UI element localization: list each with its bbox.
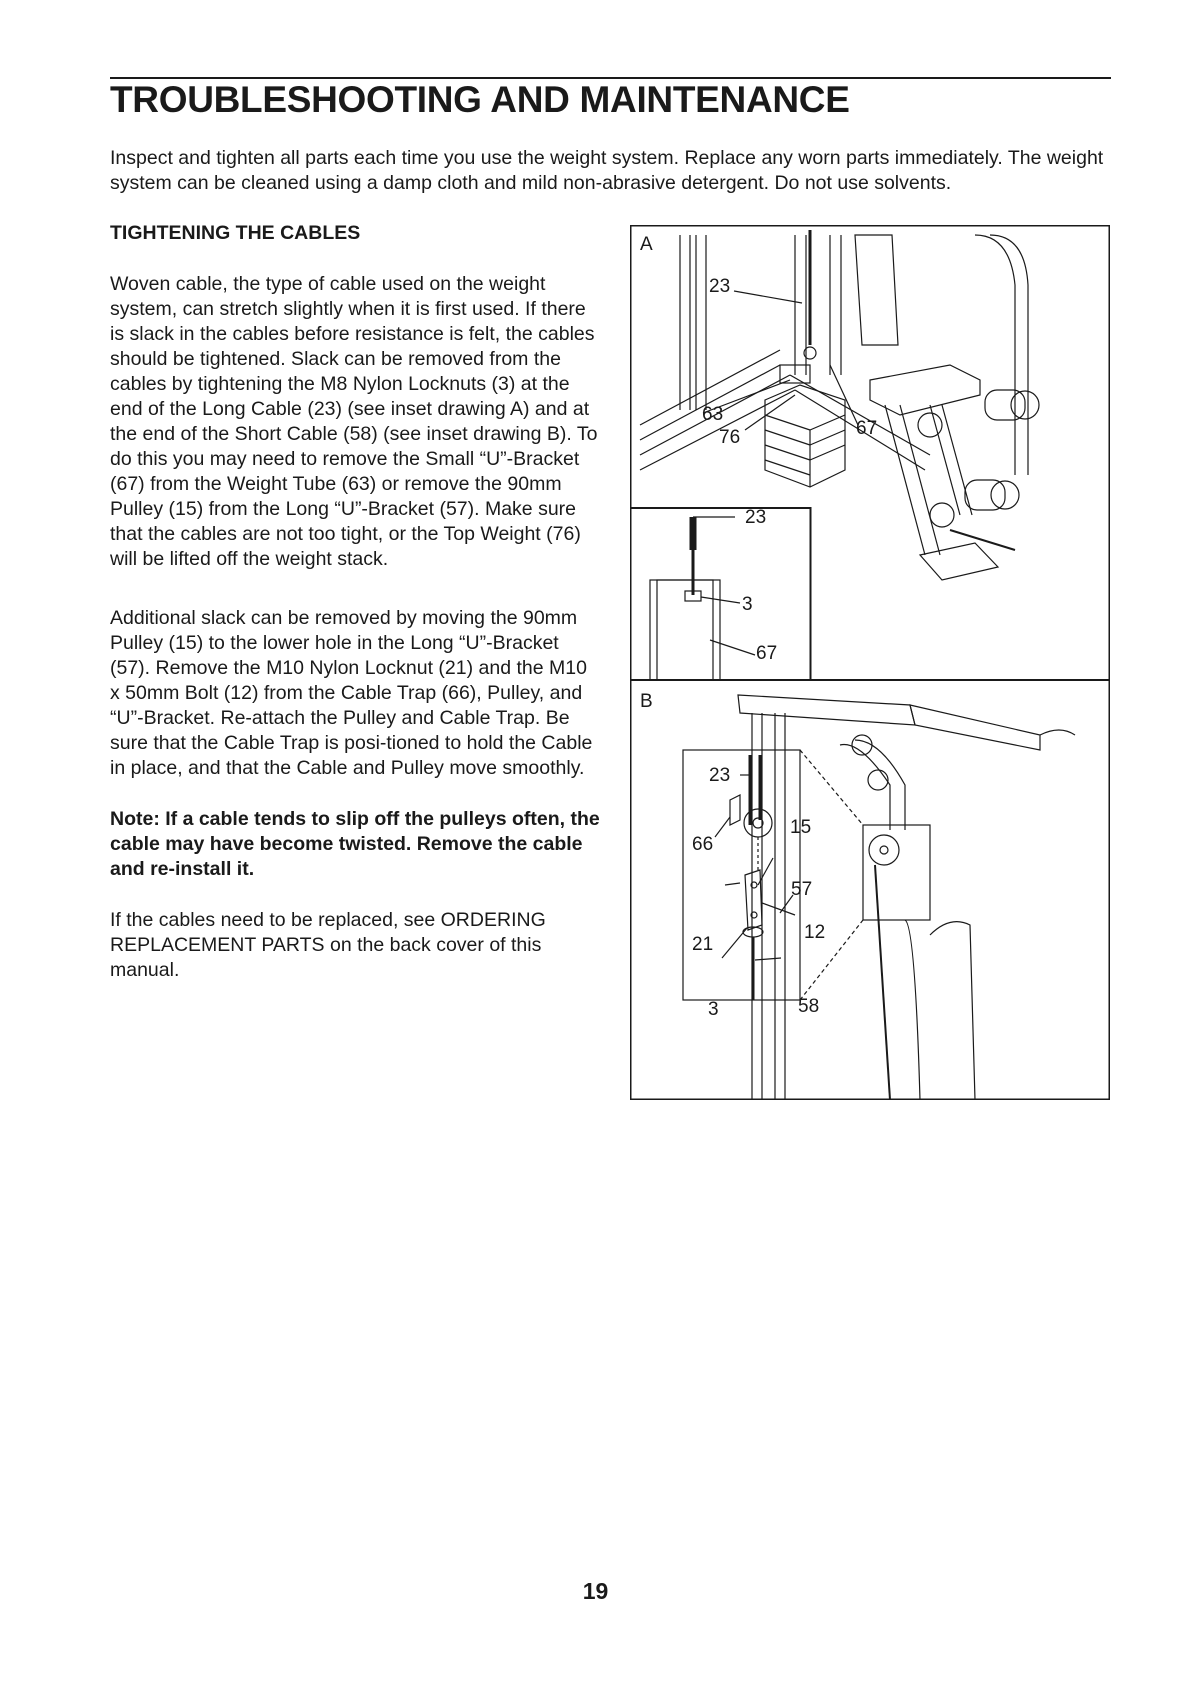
figure-drawing bbox=[630, 225, 1110, 1100]
callout-b-23: 23 bbox=[709, 765, 731, 786]
page-number: 19 bbox=[582, 1578, 609, 1604]
callout-b-66: 66 bbox=[692, 834, 714, 855]
panel-b-drawing bbox=[738, 695, 1075, 1100]
callout-inset-a-67: 67 bbox=[756, 643, 778, 664]
callout-b-58: 58 bbox=[798, 996, 820, 1017]
callout-a-23: 23 bbox=[709, 276, 731, 297]
callout-b-15: 15 bbox=[790, 817, 812, 838]
callout-a-76: 76 bbox=[719, 427, 741, 448]
callout-a-67: 67 bbox=[856, 418, 878, 439]
callout-b-12: 12 bbox=[804, 922, 826, 943]
page-title: TROUBLESHOOTING AND MAINTENANCE bbox=[110, 79, 850, 120]
callout-b-57: 57 bbox=[791, 879, 813, 900]
paragraph-tightening: Woven cable, the type of cable used on the weight system, can stretch slightly when it is first used. If there is slack in the cables before resistance is felt, the cables should be tightened. Slack can be removed from the cables by tightening the M8 Nylon Locknuts (3) at the end of the Long Cable (23) (see inset drawing A) and at the end of the Short Cable (58) (see inset drawing B). To do this you may need to remove the Small “U”-Bracket (67) from the Weight Tube (63) or remove the 90mm Pulley (15) from the Long “U”-Bracket (57). Make sure that the cables are not too tight, or the Top Weight (76) will be lifted off the weight stack. bbox=[110, 273, 598, 570]
panel-b-label: B bbox=[640, 691, 653, 712]
note-paragraph: Note: If a cable tends to slip off the pulleys often, the cable may have become twisted. Remove the cable and re-install it. bbox=[110, 808, 600, 880]
panel-a-drawing bbox=[640, 230, 1039, 580]
inset-b-drawing bbox=[715, 755, 795, 1000]
panel-a-label: A bbox=[640, 234, 653, 255]
paragraph-replacement: If the cables need to be replaced, see ORDERING REPLACEMENT PARTS on the back cover of this manual. bbox=[110, 909, 546, 981]
inset-b-box bbox=[683, 750, 800, 1000]
intro-paragraph: Inspect and tighten all parts each time you use the weight system. Replace any worn parts immediately. The weight system can be cleaned using a damp cloth and mild non-abrasive detergent. Do not use solvents. bbox=[110, 147, 1104, 194]
callout-inset-a-23: 23 bbox=[745, 507, 767, 528]
figure-border bbox=[631, 226, 1110, 1100]
callout-b-21: 21 bbox=[692, 934, 714, 955]
text-column bbox=[110, 221, 600, 983]
callout-b-3: 3 bbox=[708, 999, 719, 1020]
assembly-figure bbox=[630, 225, 1110, 1105]
paragraph-additional-slack: Additional slack can be removed by moving the 90mm Pulley (15) to the lower hole in the Long “U”-Bracket (57). Remove the M10 Nylon Locknut (21) and the M10 x 50mm Bolt (12) from the Cable Trap (66), Pulley, and “U”-Bracket. Re-attach the Pulley and Cable Trap. Be sure that the Cable Trap is posi-tioned to hold the Cable in place, and that the Cable and Pulley move smoothly. bbox=[110, 607, 593, 779]
callout-a-63: 63 bbox=[702, 404, 724, 425]
callout-inset-a-3: 3 bbox=[742, 594, 753, 615]
section-heading: TIGHTENING THE CABLES bbox=[110, 222, 361, 244]
inset-a-drawing bbox=[650, 517, 755, 680]
